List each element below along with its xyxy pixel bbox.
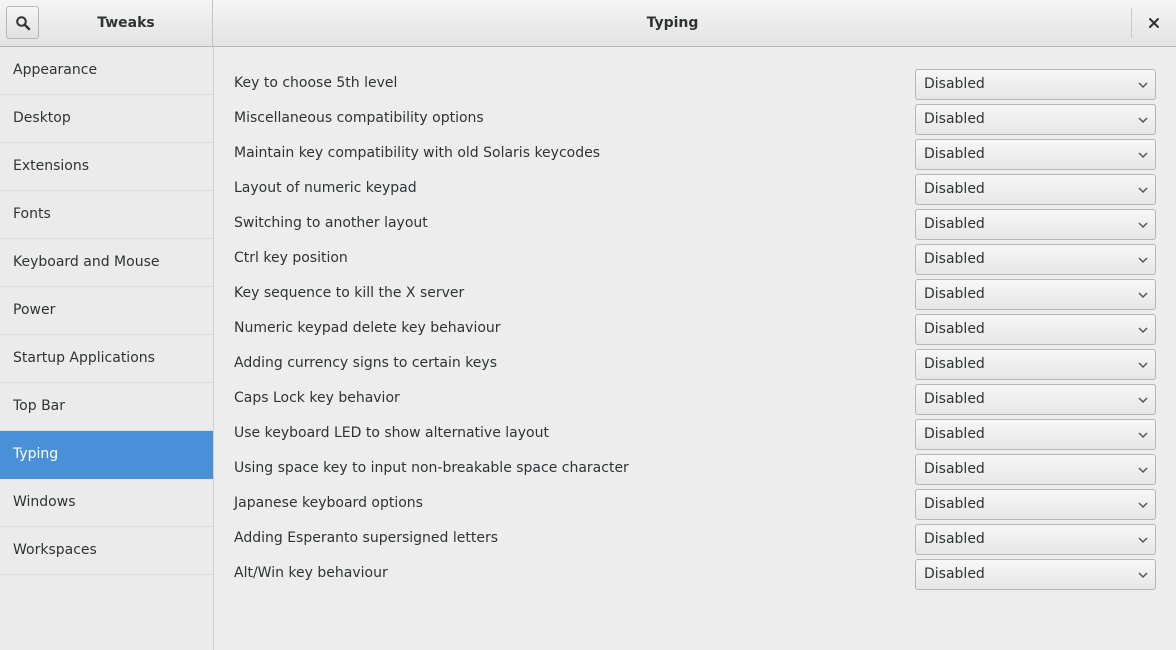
chevron-down-icon bbox=[1137, 254, 1149, 266]
header-separator bbox=[1131, 8, 1132, 38]
typing-settings-panel bbox=[214, 47, 1176, 650]
setting-label: Numeric keypad delete key behaviour bbox=[234, 320, 501, 336]
setting-dropdown[interactable] bbox=[915, 244, 1156, 275]
page-title: Typing bbox=[646, 15, 699, 31]
sidebar-item-keyboard-and-mouse[interactable]: Keyboard and Mouse bbox=[0, 239, 213, 287]
header-bar bbox=[0, 0, 1176, 47]
setting-label: Use keyboard LED to show alternative layout bbox=[234, 425, 549, 441]
setting-label: Maintain key compatibility with old Solaris keycodes bbox=[234, 145, 601, 161]
sidebar-item-workspaces[interactable]: Workspaces bbox=[0, 527, 213, 575]
chevron-down-icon bbox=[1137, 499, 1149, 511]
dropdown-value: Disabled bbox=[924, 426, 985, 442]
setting-row bbox=[214, 241, 1176, 276]
setting-row bbox=[214, 416, 1176, 451]
setting-row bbox=[214, 171, 1176, 206]
dropdown-value: Disabled bbox=[924, 286, 985, 302]
setting-dropdown[interactable] bbox=[915, 139, 1156, 170]
dropdown-value: Disabled bbox=[924, 391, 985, 407]
setting-label: Key to choose 5th level bbox=[234, 75, 398, 91]
dropdown-value: Disabled bbox=[924, 216, 985, 232]
setting-dropdown[interactable] bbox=[915, 384, 1156, 415]
header-sidebar-section bbox=[0, 0, 213, 46]
sidebar-item-power[interactable]: Power bbox=[0, 287, 213, 335]
setting-label: Adding Esperanto supersigned letters bbox=[234, 530, 499, 546]
close-icon bbox=[1148, 17, 1160, 29]
search-button[interactable] bbox=[6, 6, 39, 39]
setting-dropdown[interactable] bbox=[915, 314, 1156, 345]
dropdown-value: Disabled bbox=[924, 76, 985, 92]
chevron-down-icon bbox=[1137, 149, 1149, 161]
chevron-down-icon bbox=[1137, 464, 1149, 476]
chevron-down-icon bbox=[1137, 79, 1149, 91]
setting-dropdown[interactable] bbox=[915, 489, 1156, 520]
setting-row bbox=[214, 66, 1176, 101]
setting-label: Layout of numeric keypad bbox=[234, 180, 417, 196]
sidebar bbox=[0, 47, 214, 650]
chevron-down-icon bbox=[1137, 114, 1149, 126]
dropdown-value: Disabled bbox=[924, 531, 985, 547]
dropdown-value: Disabled bbox=[924, 146, 985, 162]
search-icon bbox=[15, 15, 31, 31]
setting-dropdown[interactable] bbox=[915, 174, 1156, 205]
chevron-down-icon bbox=[1137, 184, 1149, 196]
setting-dropdown[interactable] bbox=[915, 524, 1156, 555]
sidebar-item-extensions[interactable]: Extensions bbox=[0, 143, 213, 191]
dropdown-value: Disabled bbox=[924, 111, 985, 127]
chevron-down-icon bbox=[1137, 359, 1149, 371]
dropdown-value: Disabled bbox=[924, 251, 985, 267]
setting-label: Key sequence to kill the X server bbox=[234, 285, 465, 301]
sidebar-item-typing[interactable]: Typing bbox=[0, 431, 213, 479]
setting-row bbox=[214, 206, 1176, 241]
setting-label: Adding currency signs to certain keys bbox=[234, 355, 497, 371]
setting-row bbox=[214, 311, 1176, 346]
setting-dropdown[interactable] bbox=[915, 419, 1156, 450]
chevron-down-icon bbox=[1137, 534, 1149, 546]
chevron-down-icon bbox=[1137, 569, 1149, 581]
setting-row bbox=[214, 381, 1176, 416]
dropdown-value: Disabled bbox=[924, 461, 985, 477]
setting-label: Ctrl key position bbox=[234, 250, 348, 266]
dropdown-value: Disabled bbox=[924, 356, 985, 372]
setting-row bbox=[214, 136, 1176, 171]
setting-label: Alt/Win key behaviour bbox=[234, 565, 388, 581]
app-title: Tweaks bbox=[97, 15, 155, 31]
setting-dropdown[interactable] bbox=[915, 454, 1156, 485]
setting-dropdown[interactable] bbox=[915, 279, 1156, 310]
sidebar-item-fonts[interactable]: Fonts bbox=[0, 191, 213, 239]
chevron-down-icon bbox=[1137, 429, 1149, 441]
setting-row bbox=[214, 556, 1176, 591]
dropdown-value: Disabled bbox=[924, 496, 985, 512]
sidebar-item-top-bar[interactable]: Top Bar bbox=[0, 383, 213, 431]
sidebar-item-startup-applications[interactable]: Startup Applications bbox=[0, 335, 213, 383]
setting-label: Switching to another layout bbox=[234, 215, 428, 231]
setting-row bbox=[214, 346, 1176, 381]
dropdown-value: Disabled bbox=[924, 181, 985, 197]
setting-label: Japanese keyboard options bbox=[234, 495, 423, 511]
setting-row bbox=[214, 101, 1176, 136]
setting-dropdown[interactable] bbox=[915, 104, 1156, 135]
setting-dropdown[interactable] bbox=[915, 559, 1156, 590]
close-button[interactable] bbox=[1139, 8, 1169, 38]
setting-dropdown[interactable] bbox=[915, 349, 1156, 380]
chevron-down-icon bbox=[1137, 289, 1149, 301]
setting-row bbox=[214, 521, 1176, 556]
chevron-down-icon bbox=[1137, 219, 1149, 231]
sidebar-item-appearance[interactable]: Appearance bbox=[0, 47, 213, 95]
setting-dropdown[interactable] bbox=[915, 209, 1156, 240]
sidebar-item-windows[interactable]: Windows bbox=[0, 479, 213, 527]
setting-row bbox=[214, 486, 1176, 521]
sidebar-item-desktop[interactable]: Desktop bbox=[0, 95, 213, 143]
chevron-down-icon bbox=[1137, 394, 1149, 406]
setting-row bbox=[214, 276, 1176, 311]
setting-row bbox=[214, 451, 1176, 486]
setting-dropdown[interactable] bbox=[915, 69, 1156, 100]
chevron-down-icon bbox=[1137, 324, 1149, 336]
setting-label: Miscellaneous compatibility options bbox=[234, 110, 484, 126]
dropdown-value: Disabled bbox=[924, 321, 985, 337]
dropdown-value: Disabled bbox=[924, 566, 985, 582]
setting-label: Using space key to input non-breakable space character bbox=[234, 460, 629, 476]
setting-label: Caps Lock key behavior bbox=[234, 390, 400, 406]
